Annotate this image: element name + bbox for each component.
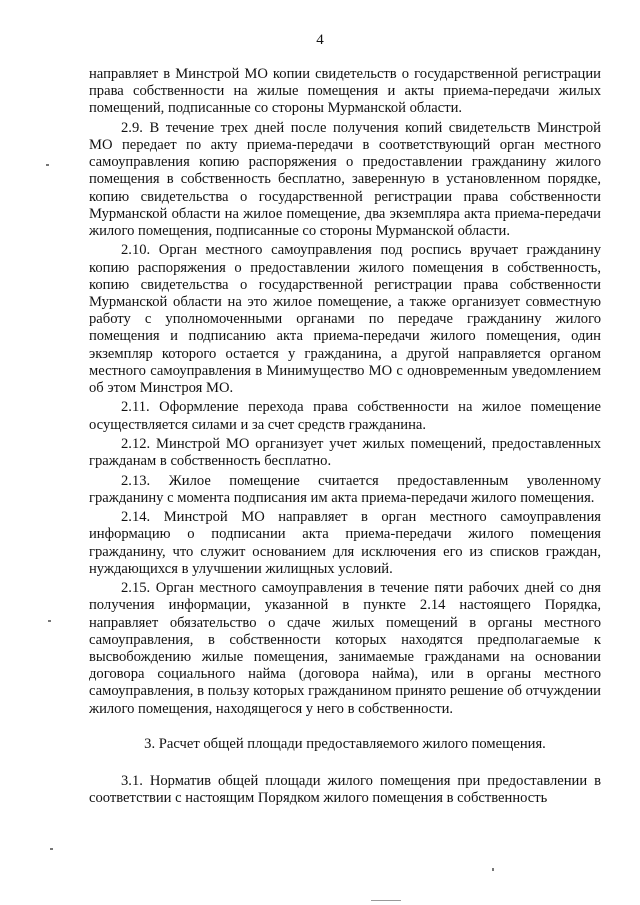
page-number: 4 — [316, 32, 324, 48]
paragraph-3-1: 3.1. Норматив общей площади жилого помещения при предоставлении в соответствии с настоящим Порядком жилого помещения в собственность — [89, 773, 601, 807]
paragraph-2-9: 2.9. В течение трех дней после получения копий свидетельств Минстрой МО передает по акту приема-передачи в соответствующий орган местного самоуправления копию распоряжения о предоставлении гражданину жилого помещения в собственность бесплатно, заверенную в установленном порядке, копию свидетельства о государственной регистрации права собственности Мурманской области на жилое помещение, два экземпляра акта приема-передачи жилого помещения, подписанные со стороны Мурманской области. — [89, 119, 601, 240]
paragraph-2-15: 2.15. Орган местного самоуправления в течение пяти рабочих дней со дня получения информации, указанной в пункте 2.14 настоящего Порядка, направляет обязательство о сдаче жилых помещений в органы местного самоуправления, в собственности которых находятся предполагаемые к высвобождению жилые помещения, занимаемые гражданами на основании договора социального найма (договора найма), или в органы местного самоуправления, в пользу которых гражданином принято решение об отчуждении жилого помещения, находящегося у него в собственности. — [89, 580, 601, 717]
paragraph-2-14: 2.14. Минстрой МО направляет в орган местного самоуправления информацию о подписании акта приема-передачи жилого помещения гражданину, что служит основанием для исключения его из списков граждан, нуждающихся в улучшении жилищных условий. — [89, 509, 601, 577]
scan-mark — [371, 900, 401, 901]
scan-mark — [48, 620, 51, 622]
section-heading: 3. Расчет общей площади предоставляемого жилого помещения. — [144, 735, 546, 752]
paragraph-2-12: 2.12. Минстрой МО организует учет жилых помещений, предоставленных гражданам в собственность бесплатно. — [89, 436, 601, 470]
paragraph-2-11: 2.11. Оформление перехода права собственности на жилое помещение осуществляется силами и за счет средств гражданина. — [89, 399, 601, 433]
document-body — [89, 66, 601, 810]
paragraph-2-10: 2.10. Орган местного самоуправления под роспись вручает гражданину копию распоряжения о предоставлении жилого помещения в собственность, копию свидетельства о государственной регистрации права собственности Мурманской области на это жилое помещение, а также организует совместную работу с уполномоченными органами по передаче гражданину жилого помещения и подписанию акта приема-передачи жилого помещения, один экземпляр которого остается у гражданина, а другой направляется органом местного самоуправления в Минимущество МО с одновременным уведомлением об этом Минстроя МО. — [89, 242, 601, 397]
scan-mark — [492, 868, 494, 871]
scan-mark — [46, 164, 49, 166]
paragraph-2-13: 2.13. Жилое помещение считается предоставленным уволенному гражданину с момента подписания им акта приема-передачи жилого помещения. — [89, 472, 601, 506]
scan-mark — [50, 848, 53, 850]
paragraph-continuation: направляет в Минстрой МО копии свидетельств о государственной регистрации права собственности на жилые помещения и акты приема-передачи жилых помещений, подписанные со стороны Мурманской области. — [89, 66, 601, 117]
